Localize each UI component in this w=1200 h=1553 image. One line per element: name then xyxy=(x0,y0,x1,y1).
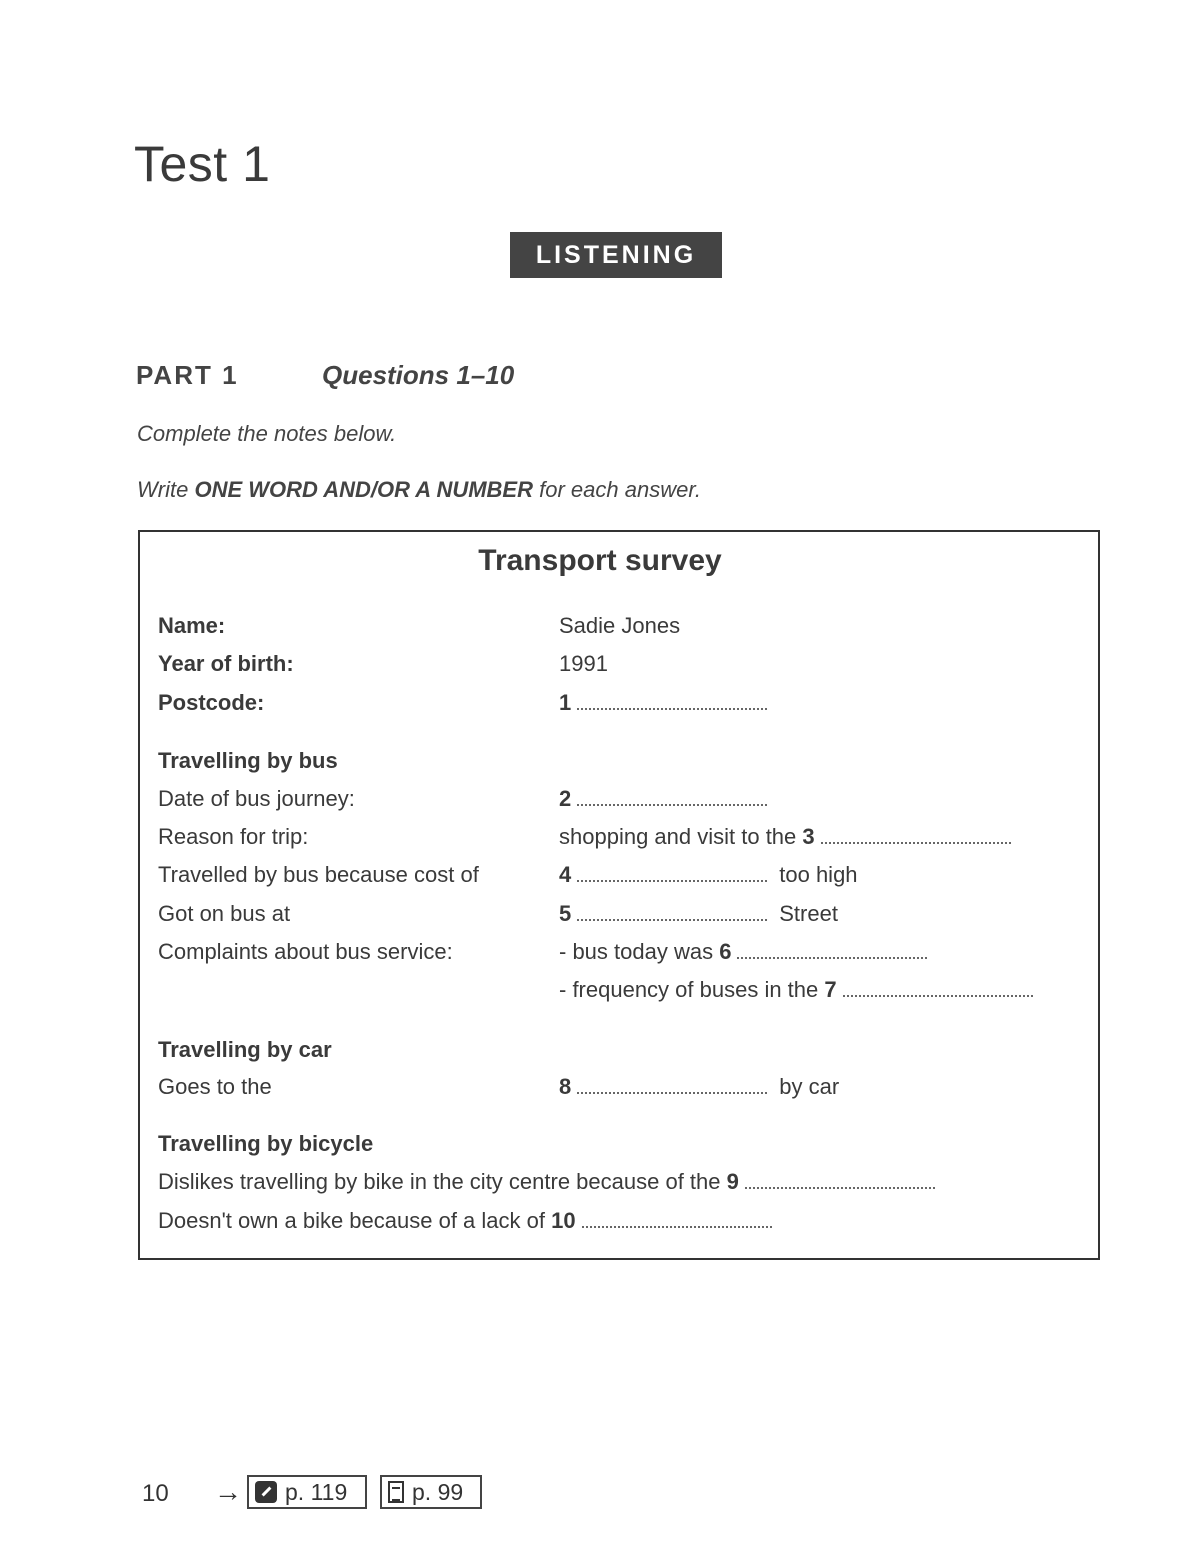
question-number-5: 5 xyxy=(559,901,572,926)
bus-reason-answer xyxy=(559,823,1011,851)
answer-blank-2[interactable] xyxy=(577,786,767,806)
instruction-complete: Complete the notes below. xyxy=(137,421,397,446)
question-number-3: 3 xyxy=(802,824,815,849)
document-icon xyxy=(388,1481,404,1503)
question-number-1: 1 xyxy=(559,690,572,715)
part-label: PART 1 xyxy=(136,360,239,390)
question-number-9: 9 xyxy=(726,1169,739,1194)
postcode-answer xyxy=(559,689,767,717)
bus-got-on-after: Street xyxy=(779,901,838,926)
car-heading: Travelling by car xyxy=(158,1037,332,1062)
car-goes-label: Goes to the xyxy=(158,1074,272,1099)
bicycle-dislike-text: Dislikes travelling by bike in the city centre because of the xyxy=(158,1169,721,1194)
bus-cost-label: Travelled by bus because cost of xyxy=(158,862,479,887)
answer-blank-1[interactable] xyxy=(577,690,767,710)
bicycle-own xyxy=(158,1207,772,1235)
name-value: Sadie Jones xyxy=(559,613,681,638)
transcript-page: p. 99 xyxy=(412,1478,464,1505)
transcript-reference[interactable] xyxy=(380,1475,482,1509)
bus-cost-after: too high xyxy=(779,862,858,887)
car-goes-answer xyxy=(559,1073,839,1101)
question-number-8: 8 xyxy=(559,1074,572,1099)
questions-range: Questions 1–10 xyxy=(322,360,515,390)
answer-blank-7[interactable] xyxy=(843,977,1033,997)
answer-key-reference[interactable] xyxy=(247,1475,367,1509)
instruction-write-pre: Write xyxy=(137,477,189,502)
bus-cost-answer xyxy=(559,861,858,889)
question-number-6: 6 xyxy=(719,939,732,964)
instruction-write-post: for each answer. xyxy=(539,477,701,502)
year-label: Year of birth: xyxy=(158,651,294,676)
complaint-1-text: - bus today was xyxy=(559,939,714,964)
answer-blank-10[interactable] xyxy=(582,1208,772,1228)
bicycle-own-text: Doesn't own a bike because of a lack of xyxy=(158,1208,545,1233)
year-value: 1991 xyxy=(559,651,608,676)
bicycle-heading: Travelling by bicycle xyxy=(158,1131,374,1156)
bus-reason-text: shopping and visit to the xyxy=(559,824,797,849)
page-title: Test 1 xyxy=(134,136,271,192)
complaint-2 xyxy=(559,976,1033,1004)
bus-heading: Travelling by bus xyxy=(158,748,338,773)
answer-blank-9[interactable] xyxy=(745,1169,935,1189)
bus-got-on-answer xyxy=(559,900,838,928)
question-number-2: 2 xyxy=(559,786,572,811)
instruction-write-bold: ONE WORD AND/OR A NUMBER xyxy=(194,477,533,502)
pencil-icon xyxy=(255,1481,277,1503)
question-number-7: 7 xyxy=(824,977,837,1002)
answer-blank-8[interactable] xyxy=(577,1074,767,1094)
complaint-2-text: - frequency of buses in the xyxy=(559,977,819,1002)
postcode-label: Postcode: xyxy=(158,690,265,715)
bus-got-on-label: Got on bus at xyxy=(158,901,291,926)
survey-title: Transport survey xyxy=(478,544,722,577)
bus-complaints-label: Complaints about bus service: xyxy=(158,939,453,964)
answer-blank-5[interactable] xyxy=(577,901,767,921)
arrow-right-icon: → xyxy=(214,1476,242,1507)
name-label: Name: xyxy=(158,613,226,638)
bicycle-dislike xyxy=(158,1168,935,1196)
complaint-1 xyxy=(559,938,927,966)
bus-date-label: Date of bus journey: xyxy=(158,786,355,811)
section-badge: LISTENING xyxy=(510,232,722,278)
answer-blank-3[interactable] xyxy=(821,824,1011,844)
answer-blank-4[interactable] xyxy=(577,862,767,882)
page-number: 10 xyxy=(142,1480,169,1507)
car-goes-after: by car xyxy=(779,1074,840,1099)
answer-key-page: p. 119 xyxy=(285,1478,348,1505)
question-number-4: 4 xyxy=(559,862,572,887)
bus-date-answer xyxy=(559,785,767,813)
answer-blank-6[interactable] xyxy=(737,939,927,959)
instruction-write xyxy=(137,477,701,503)
question-number-10: 10 xyxy=(551,1208,576,1233)
bus-reason-label: Reason for trip: xyxy=(158,824,309,849)
